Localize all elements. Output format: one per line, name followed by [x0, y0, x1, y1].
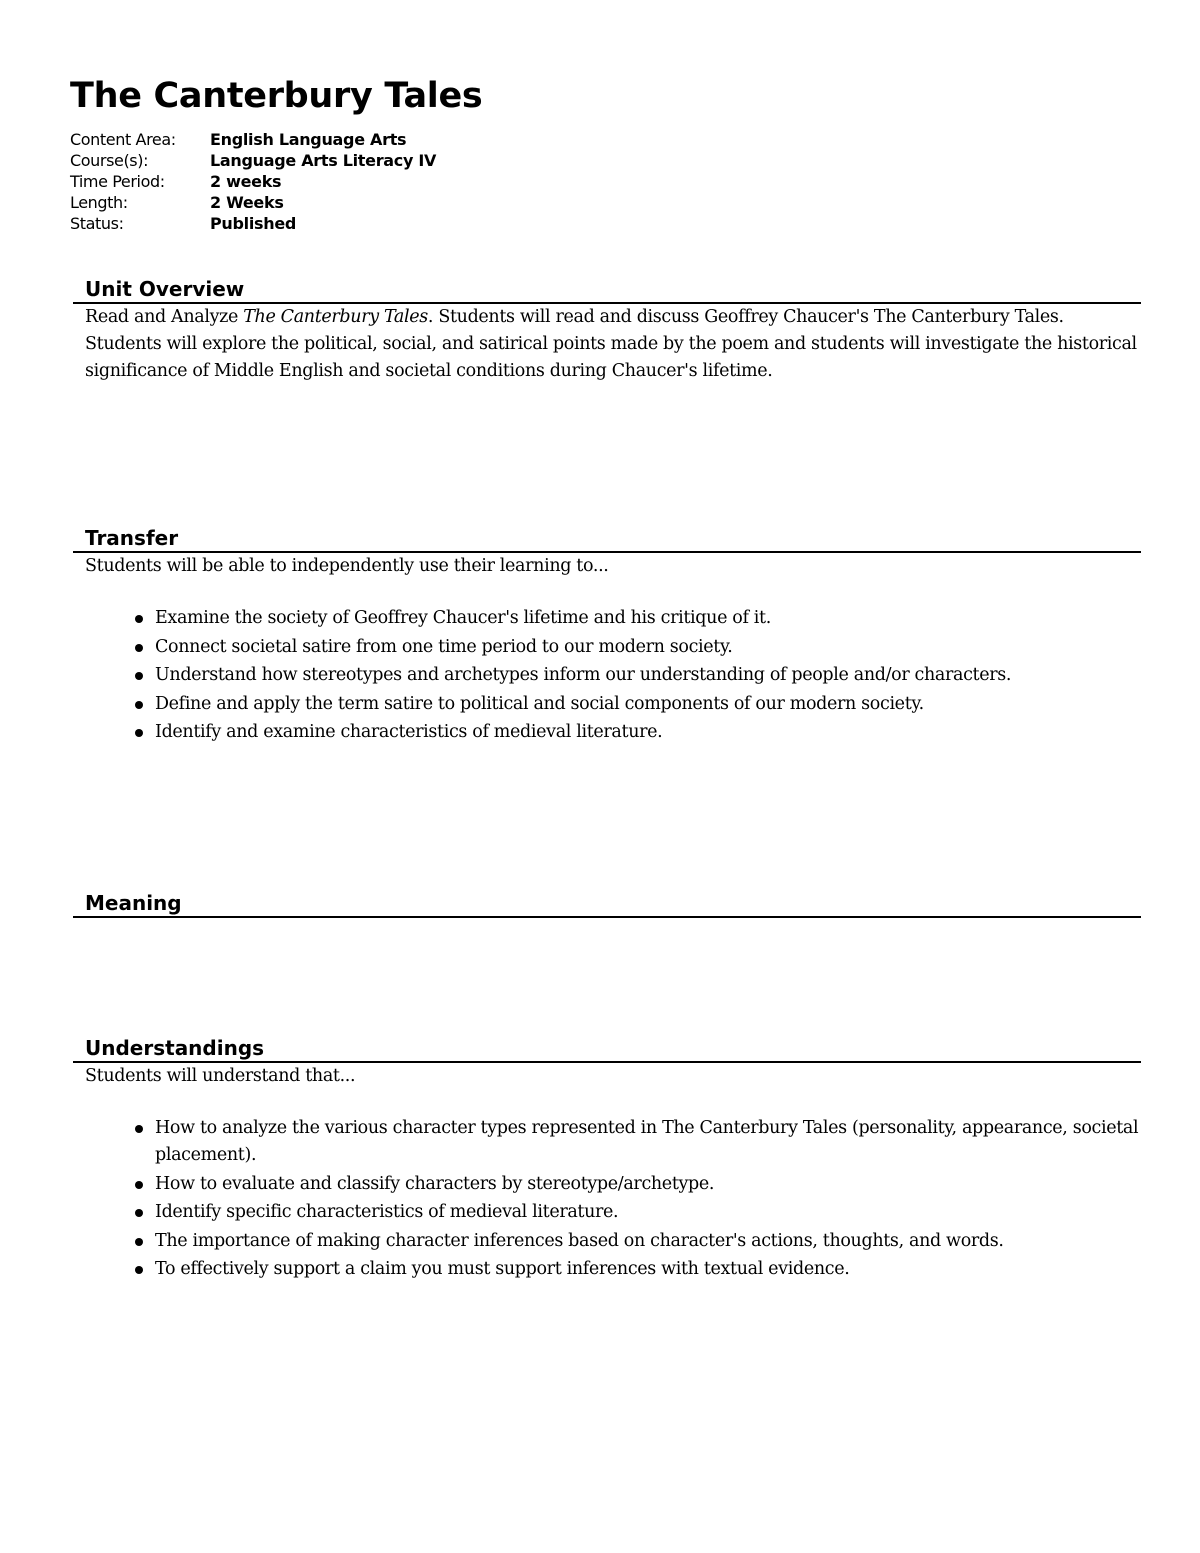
understandings-intro: Students will understand that... — [85, 1066, 356, 1086]
bullet-icon — [135, 701, 143, 709]
understandings-list — [85, 1115, 1141, 1283]
list-item — [155, 605, 1141, 632]
section-transfer — [73, 525, 1141, 748]
meta-label: Length: — [70, 193, 128, 212]
page-title: The Canterbury Tales — [70, 76, 483, 116]
transfer-intro: Students will be able to independently use their learning to... — [85, 556, 609, 576]
bullet-icon — [135, 615, 143, 623]
meta-row-courses — [70, 150, 436, 171]
list-item — [155, 1115, 1141, 1169]
meta-value: English Language Arts — [210, 130, 407, 149]
bullet-icon — [135, 1266, 143, 1274]
overview-text-italic: The Canterbury Tales — [243, 307, 428, 327]
section-unit-overview — [73, 276, 1141, 385]
meta-label: Course(s): — [70, 151, 149, 170]
meta-value: Language Arts Literacy IV — [210, 151, 437, 170]
bullet-icon — [135, 1125, 143, 1133]
section-body — [73, 304, 1141, 385]
section-meaning — [73, 890, 1141, 918]
list-item-text: Identify and examine characteristics of medieval literature. — [155, 722, 663, 742]
list-item-text: The importance of making character inferences based on character's actions, thoughts, and words. — [155, 1230, 1004, 1251]
transfer-list — [85, 605, 1141, 746]
meta-row-time-period — [70, 171, 436, 192]
list-item — [155, 662, 1141, 689]
bullet-icon — [135, 1238, 143, 1246]
list-item-text: How to analyze the various character types represented in The Canterbury Tales (personality, appearance, societal placement). — [155, 1118, 1139, 1165]
meta-label: Time Period: — [70, 172, 165, 191]
list-item — [155, 719, 1141, 746]
list-item-text: To effectively support a claim you must support inferences with textual evidence. — [155, 1259, 850, 1279]
list-item — [155, 1199, 1141, 1226]
meta-value: 2 Weeks — [210, 193, 284, 212]
bullet-icon — [135, 672, 143, 680]
section-body — [73, 1063, 1141, 1283]
unit-metadata — [70, 129, 436, 234]
section-understandings — [73, 1035, 1141, 1285]
list-item-text: Understand how stereotypes and archetypes inform our understanding of people and/or characters. — [155, 665, 1012, 685]
list-item — [155, 634, 1141, 661]
list-item-text: Define and apply the term satire to political and social components of our modern society. — [155, 693, 924, 714]
overview-text-rest: . Students will read and discuss Geoffrey Chaucer's The Canterbury Tales. Students will explore the political, social, and satirical points made by the poem and students will investigate the historical significance of Middle English and societal conditions during Chaucer's lifetime. — [85, 307, 1137, 381]
meta-value: 2 weeks — [210, 172, 282, 191]
section-heading: Meaning — [73, 890, 1141, 918]
list-item-text: Connect societal satire from one time period to our modern society. — [155, 636, 733, 657]
section-body — [73, 553, 1141, 746]
meta-label: Status: — [70, 214, 124, 233]
section-heading: Transfer — [73, 525, 1141, 553]
list-item — [155, 691, 1141, 718]
list-item-text: Identify specific characteristics of medieval literature. — [155, 1202, 619, 1222]
list-item — [155, 1256, 1141, 1283]
section-heading: Understandings — [73, 1035, 1141, 1063]
list-item-text: Examine the society of Geoffrey Chaucer's lifetime and his critique of it. — [155, 608, 771, 628]
bullet-icon — [135, 1209, 143, 1217]
meta-row-status — [70, 213, 436, 234]
list-item — [155, 1171, 1141, 1198]
list-item-text: How to evaluate and classify characters by stereotype/archetype. — [155, 1173, 715, 1194]
bullet-icon — [135, 1181, 143, 1189]
bullet-icon — [135, 729, 143, 737]
meta-label: Content Area: — [70, 130, 176, 149]
list-item — [155, 1228, 1141, 1255]
meta-row-content-area — [70, 129, 436, 150]
meta-value: Published — [210, 214, 297, 233]
overview-paragraph — [85, 304, 1141, 385]
bullet-icon — [135, 644, 143, 652]
meta-row-length — [70, 192, 436, 213]
overview-text-lead: Read and Analyze — [85, 307, 244, 327]
section-heading: Unit Overview — [73, 276, 1141, 304]
